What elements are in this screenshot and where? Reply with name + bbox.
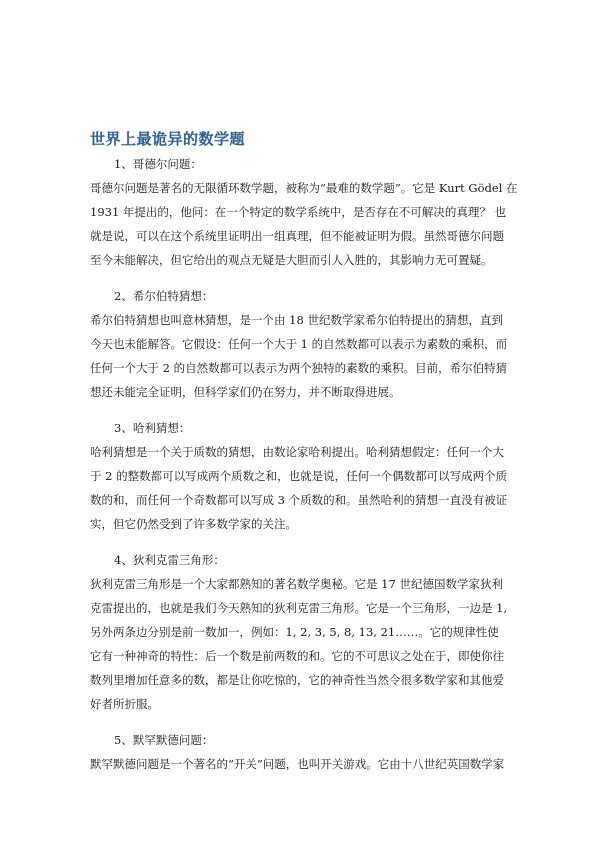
- section-heading: 1、哥德尔问题：: [114, 157, 202, 171]
- paragraph-line: 克雷提出的，也就是我们今天熟知的狄利克雷三角形。它是一个三角形，一边是 1,: [90, 601, 508, 615]
- section-mohammed: [90, 728, 520, 776]
- section-body: [90, 752, 520, 776]
- paragraph-line: 想还未能完全证明，但科学家们仍在努力，并不断取得进展。: [90, 385, 401, 399]
- section-hilbert: [90, 284, 520, 404]
- paragraph-line: 哥德尔问题是著名的无限循环数学题，被称为“最难的数学题”。它是 Kurt Gödel 在: [90, 181, 518, 195]
- section-dirichlet: [90, 548, 520, 716]
- section-godel: [90, 152, 520, 272]
- section-heading: 3、哈利猜想：: [114, 421, 191, 435]
- paragraph-line: 数列里增加任意多的数，都是让你吃惊的，它的神奇性当然令很多数学家和其他爱: [90, 673, 504, 687]
- paragraph-line: 1931 年提出的，他问：在一个特定的数学系统中，是否存在不可解决的真理？ 也: [90, 205, 507, 219]
- paragraph-line: 今天也未能解答。它假设：任何一个大于 1 的自然数都可以表示为素数的乘积，而: [90, 337, 508, 351]
- paragraph-line: 数的和，而任何一个奇数都可以写成 3 个质数的和。虽然哈利的猜想一直没有被证: [90, 493, 508, 507]
- paragraph-line: 实，但它仍然受到了许多数学家的关注。: [90, 517, 297, 531]
- paragraph-line: 至今未能解决，但它给出的观点无疑是大胆而引人入胜的，其影响力无可置疑。: [90, 253, 493, 267]
- paragraph-line: 默罕默德问题是一个著名的“开关”问题，也叫开关游戏。它由十八世纪英国数学家: [90, 757, 505, 771]
- paragraph-line: 希尔伯特猜想也叫意林猜想，是一个由 18 世纪数学家希尔伯特提出的猜想，直到: [90, 313, 503, 327]
- section-body: [90, 176, 520, 272]
- paragraph-line: 哈利猜想是一个关于质数的猜想，由数论家哈利提出。哈利猜想假定：任何一个大: [90, 445, 504, 459]
- section-harley: [90, 416, 520, 536]
- paragraph-line: 好者所折服。: [90, 697, 159, 711]
- paragraph-line: 就是说，可以在这个系统里证明出一组真理，但不能被证明为假。虽然哥德尔问题: [90, 229, 504, 243]
- document-title: 世界上最诡异的数学题: [90, 130, 246, 148]
- document-content: [90, 128, 520, 788]
- paragraph-line: 另外两条边分别是前一数加一，例如：1, 2, 3, 5, 8, 13, 21……。它的规律性使: [90, 625, 499, 639]
- paragraph-line: 它有一种神奇的特性：后一个数是前两数的和。它的不可思议之处在于，即使你往: [90, 649, 504, 663]
- paragraph-line: 任何一个大于 2 的自然数都可以表示为两个独特的素数的乘积。目前，希尔伯特猜: [90, 361, 508, 375]
- section-body: [90, 308, 520, 404]
- section-heading: 5、默罕默德问题：: [114, 733, 214, 747]
- section-body: [90, 572, 520, 716]
- section-heading: 4、狄利克雷三角形：: [114, 553, 225, 567]
- section-body: [90, 440, 520, 536]
- paragraph-line: 狄利克雷三角形是一个大家都熟知的著名数学奥秘。它是 17 世纪德国数学家狄利: [90, 577, 503, 591]
- section-heading: 2、希尔伯特猜想：: [114, 289, 214, 303]
- paragraph-line: 于 2 的整数都可以写成两个质数之和，也就是说，任何一个偶数都可以写成两个质: [90, 469, 508, 483]
